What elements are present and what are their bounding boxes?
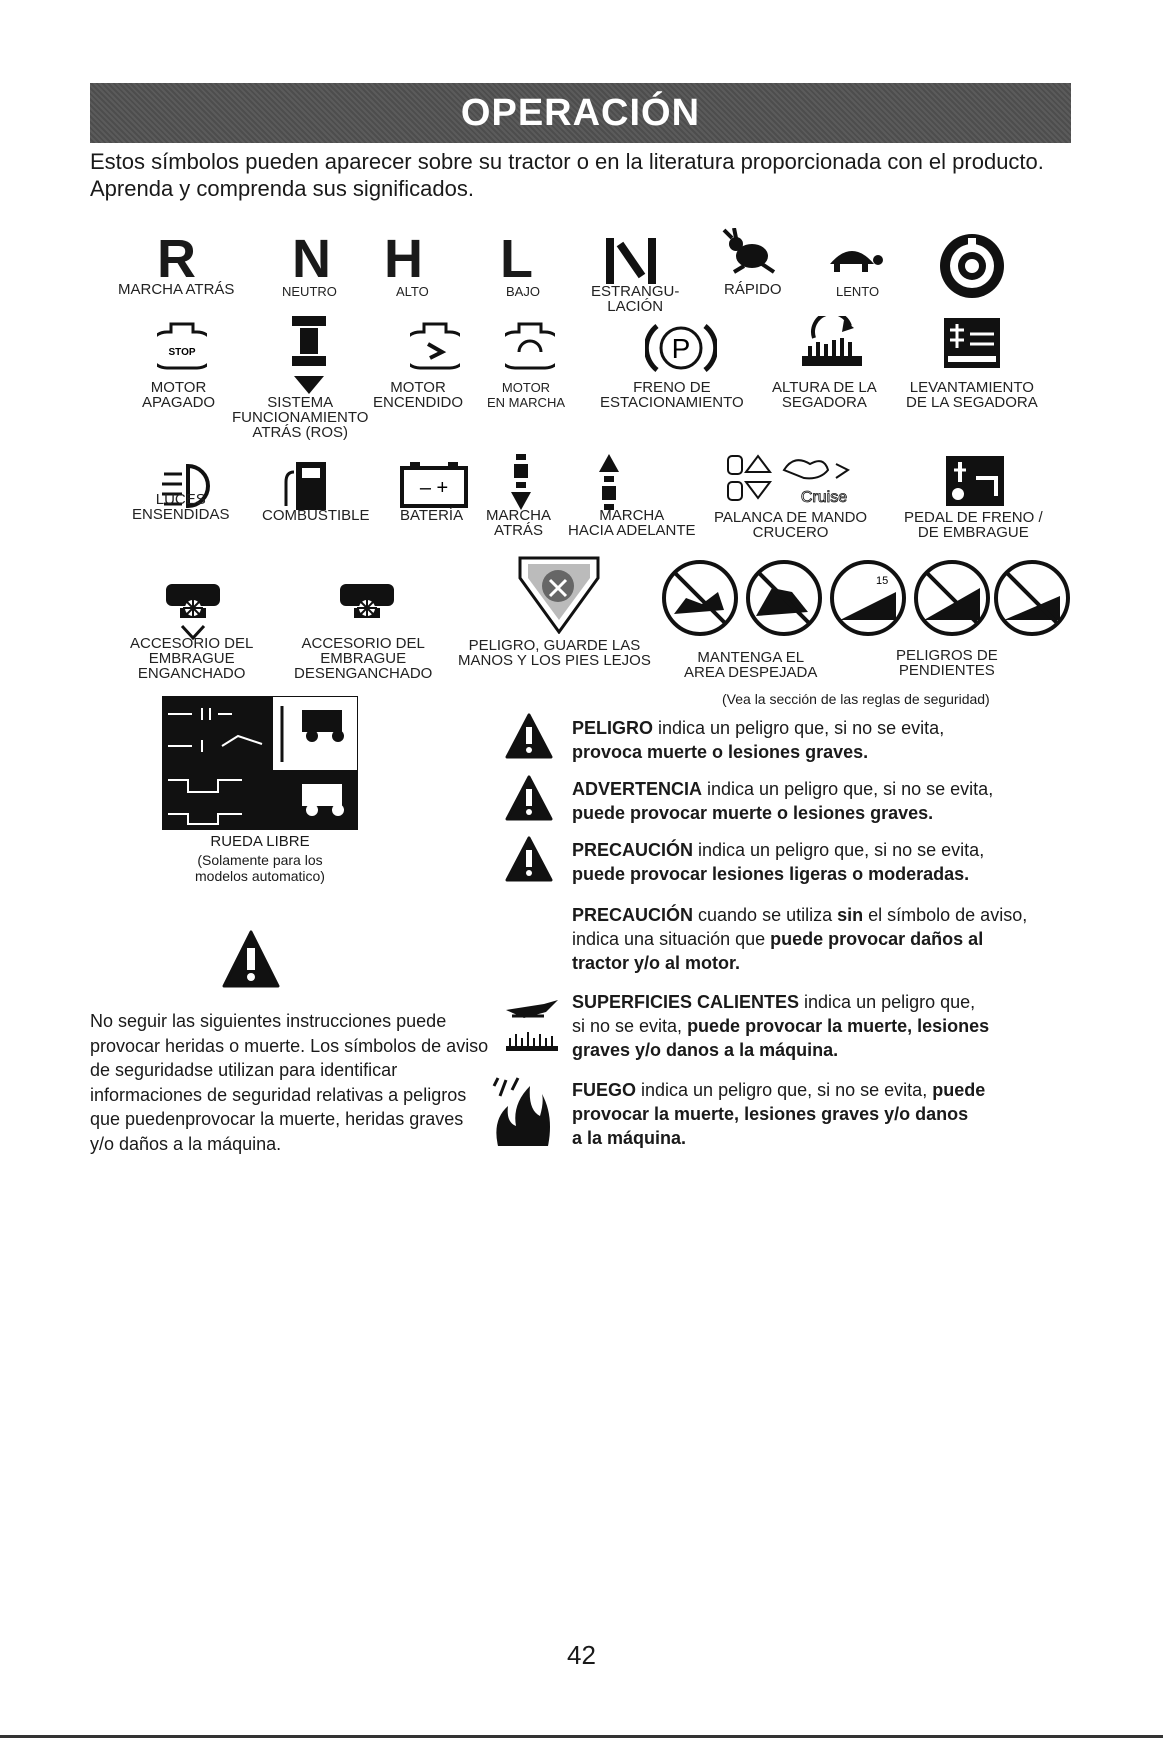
- high-label: ALTO: [396, 284, 429, 299]
- section-title: OPERACIÓN: [460, 91, 701, 134]
- danger-consequence: provoca muerte o lesiones graves.: [572, 742, 869, 762]
- fire-rest: indica un peligro que, si no se evita,: [636, 1080, 933, 1100]
- engine-running-label: MOTOR EN MARCHA: [487, 380, 566, 410]
- reverse-letter-icon: R: [157, 229, 196, 289]
- area-slope-pictograms: [660, 558, 1070, 638]
- caution-note-b1: puede provocar daños al: [770, 929, 984, 949]
- brake-pedal-label: PEDAL DE FRENO / DE EMBRAGUE: [904, 509, 1043, 541]
- danger-keyword: PELIGRO: [572, 718, 654, 738]
- freewheel-subtitle: (Solamente para los modelos automatico): [195, 852, 325, 884]
- safety-lead-text: No seguir las siguientes instrucciones puede provocar heridas o muerte. Los símbolos de aviso de seguridadse utilizan para identificar informaciones de seguridad relativas a peligros que puedenprovocar la muerte, heridas graves y/o daños a la máquina.: [90, 1011, 489, 1154]
- pto-engaged-icon: [162, 578, 224, 640]
- fire-l3: a la máquina.: [572, 1128, 687, 1148]
- choke-label: ESTRANGU- LACIÓN: [591, 283, 680, 315]
- hot-rest: indica un peligro que,: [799, 992, 976, 1012]
- keep-area-clear-icon: [664, 562, 820, 634]
- danger-alert-icon: [505, 713, 553, 761]
- caution-consequence: puede provocar lesiones ligeras o moderadas.: [572, 864, 970, 884]
- fast-label: RÁPIDO: [724, 281, 782, 298]
- turtle-slow-icon: [820, 238, 884, 274]
- fire-keyword: FUEGO: [572, 1080, 637, 1100]
- slope-degree-text: 15: [876, 575, 889, 587]
- intro-line-1: Estos símbolos pueden aparecer sobre su tractor o en la literatura proporcionada con el producto.: [90, 149, 1044, 174]
- intro-text: [90, 148, 1090, 202]
- low-label: BAJO: [506, 284, 540, 299]
- caution-note-sin: sin: [837, 905, 864, 925]
- safety-alert-large-icon: [222, 930, 280, 990]
- caution-note-keyword: PRECAUCIÓN: [572, 905, 694, 925]
- cruise-text: Cruise: [800, 489, 848, 506]
- battery-terminals-text: – +: [419, 477, 449, 499]
- choke-icon: [604, 236, 660, 288]
- warning-advertencia: [572, 777, 1092, 825]
- hot-l2b: puede provocar la muerte, lesiones: [687, 1016, 990, 1036]
- ignition-key-icon: [938, 232, 1006, 300]
- reverse-label: MARCHA ATRÁS: [118, 281, 235, 298]
- deck-height-label: ALTURA DE LA SEGADORA: [772, 379, 877, 411]
- neutral-label: NEUTRO: [282, 284, 337, 299]
- rabbit-fast-icon: [722, 228, 778, 274]
- battery-icon: [400, 460, 468, 508]
- engine-stop-icon: [157, 322, 207, 370]
- hands-feet-danger-icon: [518, 556, 600, 634]
- pto-disengaged-label: ACCESORIO DEL EMBRAGUE DESENGANCHADO: [294, 635, 433, 682]
- caution-alert-icon: [505, 836, 553, 884]
- danger-desc: indica un peligro que, si no se evita,: [653, 718, 945, 738]
- deck-lift-label: LEVANTAMIENTO DE LA SEGADORA: [906, 379, 1038, 411]
- caution-note-p3: indica una situación que: [572, 929, 771, 949]
- slope-hazard-label: PELIGROS DE PENDIENTES: [896, 647, 998, 679]
- stop-text: STOP: [168, 347, 196, 358]
- hands-feet-label: PELIGRO, GUARDE LAS MANOS Y LOS PIES LEJOS: [458, 637, 651, 669]
- freewheel-title: RUEDA LIBRE: [210, 833, 310, 850]
- battery-label: BATERÍA: [400, 507, 464, 524]
- caution-note-b2: tractor y/o al motor.: [572, 953, 741, 973]
- park-text: P: [671, 333, 691, 364]
- brake-clutch-pedal-icon: [946, 456, 1004, 506]
- caution-keyword: PRECAUCIÓN: [572, 840, 694, 860]
- safety-rules-note: (Vea la sección de las reglas de seguridad): [722, 691, 990, 707]
- warning-alert-icon: [505, 775, 553, 823]
- fire-l2: provocar la muerte, lesiones graves y/o danos: [572, 1104, 969, 1124]
- warning-desc: indica un peligro que, si no se evita,: [702, 779, 994, 799]
- engine-running-icon: [505, 322, 555, 372]
- warning-keyword: ADVERTENCIA: [572, 779, 703, 799]
- forward-arrow-icon: [596, 452, 622, 512]
- slow-label: LENTO: [836, 284, 880, 299]
- bottom-rule: [0, 1735, 1163, 1738]
- engine-start-icon: [410, 322, 460, 372]
- warning-consequence: puede provocar muerte o lesiones graves.: [572, 803, 934, 823]
- caution-note-p1: cuando se utiliza: [693, 905, 838, 925]
- low-letter-icon: L: [500, 229, 533, 289]
- fire-icon: [490, 1076, 552, 1148]
- fire-b1: puede: [932, 1080, 986, 1100]
- keep-area-clear-label: MANTENGA EL AREA DESPEJADA: [684, 649, 818, 681]
- parking-brake-label: FRENO DE ESTACIONAMIENTO: [600, 379, 744, 411]
- hot-l2a: si no se evita,: [572, 1016, 688, 1036]
- hot-l3: graves y/o danos a la máquina.: [572, 1040, 839, 1060]
- warning-caution: [572, 838, 1092, 886]
- reverse-operating-system-icon: [286, 312, 332, 398]
- deck-height-icon: [800, 316, 864, 368]
- fire-definition: [572, 1078, 1092, 1150]
- fuel-icon: [282, 458, 332, 514]
- hot-surface-icon: [504, 998, 560, 1054]
- neutral-letter-icon: N: [292, 229, 331, 289]
- caution-desc: indica un peligro que, si no se evita,: [693, 840, 985, 860]
- caution-without-symbol: [572, 903, 1092, 975]
- high-letter-icon: H: [384, 229, 423, 289]
- cruise-label: PALANCA DE MANDO CRUCERO: [714, 509, 868, 541]
- hot-keyword: SUPERFICIES CALIENTES: [572, 992, 800, 1012]
- reverse-arrow-icon: [508, 452, 534, 512]
- cruise-control-icon: [724, 450, 874, 506]
- reverse-gear-label: MARCHA ATRÁS: [486, 507, 552, 539]
- intro-line-2: Aprenda y comprenda sus significados.: [90, 176, 474, 201]
- pto-engaged-label: ACCESORIO DEL EMBRAGUE ENGANCHADO: [130, 635, 254, 682]
- engine-start-label: MOTOR ENCENDIDO: [373, 379, 464, 411]
- engine-off-label: MOTOR APAGADO: [142, 379, 216, 411]
- parking-brake-icon: [645, 316, 717, 380]
- pto-disengaged-icon: [336, 578, 398, 624]
- forward-gear-label: MARCHA HACIA ADELANTE: [568, 507, 696, 539]
- page-number: 42: [567, 1640, 596, 1670]
- warning-danger: [572, 716, 1092, 764]
- hot-surfaces-definition: [572, 990, 1092, 1062]
- lights-label: LUCES ENSENDIDAS: [132, 491, 230, 523]
- freewheel-pictogram: [162, 696, 358, 830]
- slope-danger-icon: [832, 562, 1068, 634]
- deck-lift-icon: [944, 318, 1000, 368]
- caution-note-p2: el símbolo de aviso,: [863, 905, 1028, 925]
- section-header-banner: [90, 83, 1071, 143]
- ros-label: SISTEMA FUNCIONAMIENTO ATRÁS (ROS): [232, 394, 369, 441]
- fuel-label: COMBUSTIBLE: [262, 507, 370, 524]
